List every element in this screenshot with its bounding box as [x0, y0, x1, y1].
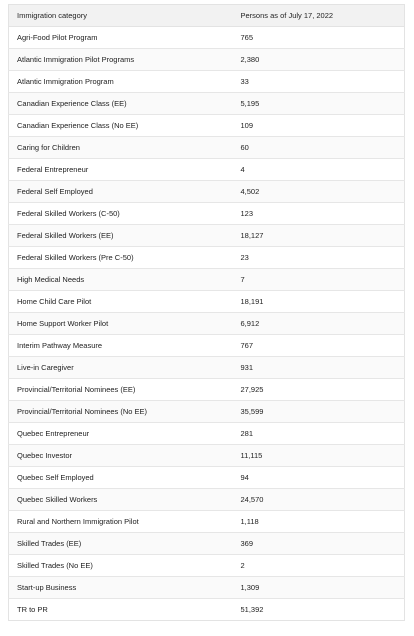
immigration-table: [8, 4, 405, 621]
category-cell: Home Support Worker Pilot: [17, 319, 109, 328]
table-body: [9, 27, 405, 621]
table-row: [9, 291, 405, 313]
category-cell: Federal Self Employed: [17, 187, 93, 196]
persons-cell: 6,912: [240, 319, 260, 328]
table-row: [9, 401, 405, 423]
table-row: [9, 181, 405, 203]
table-row: [9, 511, 405, 533]
category-cell: Federal Entrepreneur: [17, 165, 89, 174]
persons-cell: 5,195: [240, 99, 260, 108]
category-cell: Start-up Business: [17, 583, 77, 592]
category-cell: Quebec Self Employed: [17, 473, 94, 482]
persons-cell: 4: [240, 165, 245, 174]
persons-cell: 60: [240, 143, 249, 152]
persons-cell: 369: [240, 539, 254, 548]
persons-cell: 1,118: [240, 517, 259, 526]
persons-cell: 281: [240, 429, 254, 438]
table-header-row: [9, 5, 405, 27]
category-cell: Caring for Children: [17, 143, 80, 152]
table-row: [9, 159, 405, 181]
category-cell: Live-in Caregiver: [17, 363, 74, 372]
table-row: [9, 533, 405, 555]
persons-cell: 123: [240, 209, 254, 218]
table-header: [9, 5, 405, 27]
persons-cell: 24,570: [240, 495, 264, 504]
category-cell: Federal Skilled Workers (C-50): [17, 209, 120, 218]
column-header-category: Immigration category: [9, 5, 233, 27]
persons-cell: 94: [240, 473, 249, 482]
table-row: [9, 489, 405, 511]
persons-cell: 18,191: [240, 297, 264, 306]
table-row: [9, 357, 405, 379]
category-cell: Skilled Trades (No EE): [17, 561, 93, 570]
persons-cell: 27,925: [240, 385, 264, 394]
immigration-table-container: [8, 4, 404, 621]
category-cell: Atlantic Immigration Program: [17, 77, 114, 86]
category-cell: Federal Skilled Workers (EE): [17, 231, 114, 240]
table-row: [9, 49, 405, 71]
table-row: [9, 467, 405, 489]
table-row: [9, 27, 405, 49]
table-row: [9, 71, 405, 93]
category-cell: Quebec Skilled Workers: [17, 495, 98, 504]
persons-cell: 33: [240, 77, 249, 86]
persons-cell: 2: [240, 561, 245, 570]
persons-cell: 35,599: [240, 407, 264, 416]
category-cell: TR to PR: [17, 605, 48, 614]
category-cell: Quebec Investor: [17, 451, 73, 460]
table-row: [9, 599, 405, 621]
persons-cell: 2,380: [240, 55, 260, 64]
persons-cell: 4,502: [240, 187, 260, 196]
category-cell: Canadian Experience Class (EE): [17, 99, 127, 108]
category-cell: Atlantic Immigration Pilot Programs: [17, 55, 135, 64]
category-cell: Quebec Entrepreneur: [17, 429, 90, 438]
table-row: [9, 313, 405, 335]
table-row: [9, 93, 405, 115]
table-row: [9, 137, 405, 159]
category-cell: Provincial/Territorial Nominees (EE): [17, 385, 136, 394]
table-row: [9, 577, 405, 599]
persons-cell: 11,115: [240, 451, 263, 460]
persons-cell: 23: [240, 253, 249, 262]
persons-cell: 1,309: [240, 583, 260, 592]
category-cell: High Medical Needs: [17, 275, 85, 284]
persons-cell: 51,392: [240, 605, 264, 614]
category-cell: Rural and Northern Immigration Pilot: [17, 517, 139, 526]
table-row: [9, 225, 405, 247]
persons-cell: 931: [240, 363, 254, 372]
category-cell: Skilled Trades (EE): [17, 539, 82, 548]
persons-cell: 767: [240, 341, 254, 350]
persons-cell: 18,127: [240, 231, 264, 240]
persons-cell: 109: [240, 121, 254, 130]
table-row: [9, 269, 405, 291]
table-row: [9, 445, 405, 467]
category-cell: Agri-Food Pilot Program: [17, 33, 98, 42]
table-row: [9, 247, 405, 269]
table-row: [9, 203, 405, 225]
category-cell: Home Child Care Pilot: [17, 297, 92, 306]
table-row: [9, 423, 405, 445]
table-row: [9, 115, 405, 137]
category-cell: Provincial/Territorial Nominees (No EE): [17, 407, 148, 416]
table-row: [9, 555, 405, 577]
category-cell: Interim Pathway Measure: [17, 341, 103, 350]
table-row: [9, 379, 405, 401]
category-cell: Canadian Experience Class (No EE): [17, 121, 139, 130]
persons-cell: 7: [240, 275, 245, 284]
category-cell: Federal Skilled Workers (Pre C-50): [17, 253, 134, 262]
column-header-persons: Persons as of July 17, 2022: [233, 5, 405, 27]
table-row: [9, 335, 405, 357]
persons-cell: 765: [240, 33, 254, 42]
